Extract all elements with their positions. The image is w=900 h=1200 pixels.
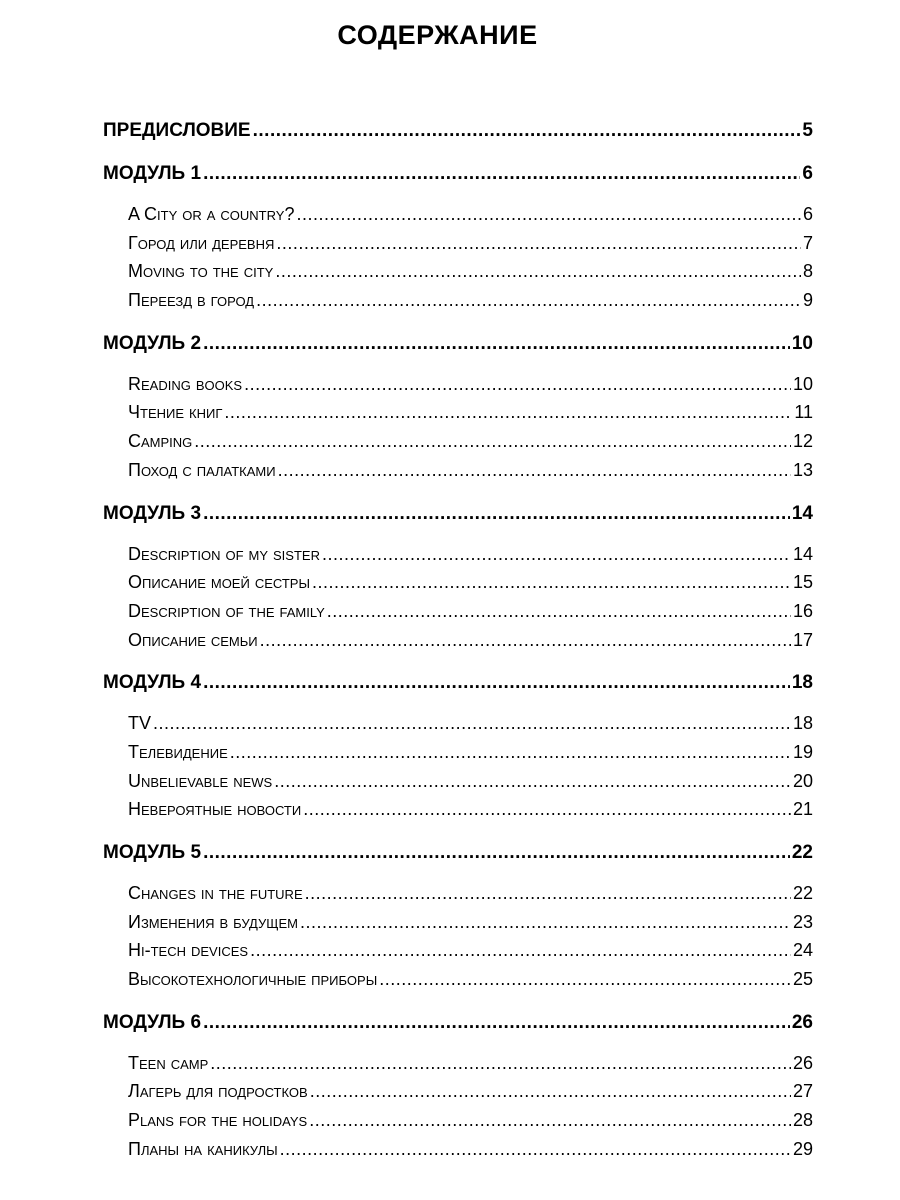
toc-subentry[interactable] (103, 965, 813, 994)
toc-subentry[interactable] (103, 540, 813, 569)
toc-page-number: 21 (792, 799, 813, 820)
toc-entry-label: Hi-tech devices (128, 940, 249, 961)
toc-entry-label: МОДУЛЬ 5 (103, 842, 202, 863)
dot-leader (274, 767, 791, 796)
toc-entry-label: Невероятные новости (128, 799, 302, 820)
module-2-items (103, 370, 813, 485)
toc-subentry[interactable] (103, 427, 813, 456)
toc-page-number: 13 (792, 459, 813, 480)
toc-subentry[interactable] (103, 879, 813, 908)
dot-leader (230, 738, 791, 767)
toc-page-number: 10 (791, 332, 813, 354)
toc-page-number: 26 (792, 1052, 813, 1073)
toc-page-number: 25 (792, 969, 813, 990)
toc-page-number: 18 (792, 713, 813, 734)
toc-subentry[interactable] (103, 597, 813, 626)
toc-subentry[interactable] (103, 626, 813, 655)
toc-subentry[interactable] (103, 1077, 813, 1106)
toc-entry-label: Переезд в город (128, 290, 255, 311)
table-of-contents (103, 116, 813, 1164)
dot-leader (203, 668, 790, 697)
dot-leader (310, 1077, 791, 1106)
toc-page-number: 22 (791, 842, 813, 863)
dot-leader (276, 229, 801, 258)
toc-subentry[interactable] (103, 286, 813, 315)
toc-entry-module-4[interactable] (103, 668, 813, 697)
toc-entry-label: Планы на каникулы (128, 1138, 278, 1159)
toc-entry-module-3[interactable] (103, 499, 813, 528)
dot-leader (250, 936, 791, 965)
toc-page-number: 9 (802, 290, 813, 311)
dot-leader (275, 257, 801, 286)
toc-subentry[interactable] (103, 568, 813, 597)
toc-subentry[interactable] (103, 709, 813, 738)
page-title: СОДЕРЖАНИЕ (337, 20, 538, 50)
dot-leader (153, 709, 791, 738)
toc-page-number: 17 (792, 629, 813, 650)
toc-page-number: 6 (802, 163, 813, 184)
dot-leader (203, 159, 800, 188)
dot-leader (300, 908, 791, 937)
dot-leader (379, 965, 791, 994)
dot-leader (203, 838, 790, 867)
toc-subentry[interactable] (103, 738, 813, 767)
toc-page-number: 5 (802, 120, 813, 141)
dot-leader (322, 540, 791, 569)
toc-entry-label: Описание моей сестры (128, 572, 310, 593)
toc-entry-label: ПРЕДИСЛОВИЕ (103, 120, 251, 141)
toc-entry-label: Телевидение (128, 741, 228, 762)
toc-page-number: 20 (792, 770, 813, 791)
module-6-items (103, 1049, 813, 1164)
toc-subentry[interactable] (103, 1106, 813, 1135)
toc-page-number: 10 (792, 373, 813, 394)
toc-entry-label: МОДУЛЬ 1 (103, 163, 202, 184)
dot-leader (210, 1049, 791, 1078)
toc-subentry[interactable] (103, 795, 813, 824)
toc-entry-label: TV (128, 713, 152, 734)
toc-entry-module-5[interactable] (103, 838, 813, 867)
toc-subentry[interactable] (103, 229, 813, 258)
toc-subentry[interactable] (103, 1135, 813, 1164)
dot-leader (260, 626, 791, 655)
toc-entry-label: Описание семьи (128, 629, 258, 650)
toc-page-number: 18 (791, 672, 813, 694)
toc-entry-label: Unbelievable news (128, 770, 273, 791)
toc-entry-label: МОДУЛЬ 2 (103, 332, 202, 354)
toc-subentry[interactable] (103, 257, 813, 286)
dot-leader (278, 456, 791, 485)
dot-leader (303, 795, 791, 824)
toc-subentry[interactable] (103, 370, 813, 399)
toc-page-number: 26 (791, 1011, 813, 1033)
toc-subentry[interactable] (103, 936, 813, 965)
dot-leader (256, 286, 801, 315)
toc-entry-label: МОДУЛЬ 4 (103, 672, 202, 694)
dot-leader (296, 200, 801, 229)
toc-page-number: 12 (792, 431, 813, 452)
toc-page-number: 15 (792, 572, 813, 593)
toc-entry-preface[interactable] (103, 116, 813, 145)
toc-entry-label: Changes in the future (128, 883, 303, 903)
toc-entry-label: Высокотехнологичные приборы (128, 969, 378, 990)
toc-page-number: 7 (802, 232, 813, 253)
toc-page-number: 8 (802, 261, 813, 282)
toc-subentry[interactable] (103, 1049, 813, 1078)
toc-page-number: 28 (792, 1110, 813, 1131)
toc-page-number: 19 (792, 741, 813, 762)
toc-entry-module-2[interactable] (103, 329, 813, 358)
dot-leader (203, 1008, 790, 1037)
toc-page-number: 29 (792, 1138, 813, 1159)
module-3-items (103, 540, 813, 655)
toc-subentry[interactable] (103, 200, 813, 229)
module-4-items (103, 709, 813, 824)
dot-leader (309, 1106, 791, 1135)
dot-leader (280, 1135, 791, 1164)
toc-entry-label: МОДУЛЬ 3 (103, 502, 202, 524)
toc-entry-label: Чтение книг (128, 402, 223, 423)
dot-leader (327, 597, 791, 626)
toc-entry-label: Camping (128, 431, 193, 452)
toc-entry-label: Поход с палатками (128, 459, 276, 480)
toc-entry-label: Город или деревня (128, 232, 275, 253)
toc-subentry[interactable] (103, 908, 813, 937)
dot-leader (224, 398, 792, 427)
toc-entry-label: Reading books (128, 373, 243, 394)
toc-page-number: 16 (792, 600, 813, 621)
toc-entry-label: Moving to the city (128, 261, 274, 282)
module-5-items (103, 879, 813, 994)
toc-page-number: 22 (792, 883, 813, 903)
toc-page-number: 27 (792, 1081, 813, 1102)
dot-leader (244, 370, 791, 399)
dot-leader (312, 568, 791, 597)
toc-page-number: 24 (792, 940, 813, 961)
toc-entry-label: МОДУЛЬ 6 (103, 1011, 202, 1033)
dot-leader (253, 116, 801, 145)
toc-entry-label: Plans for the holidays (128, 1110, 308, 1131)
toc-page-number: 14 (792, 543, 813, 564)
toc-entry-label: Изменения в будущем (128, 911, 298, 932)
toc-entry-label: Teen camp (128, 1052, 209, 1073)
dot-leader (305, 879, 791, 908)
toc-entry-label: Лагерь для подростков (128, 1081, 308, 1102)
toc-subentry[interactable] (103, 456, 813, 485)
toc-entry-module-1[interactable] (103, 159, 813, 188)
toc-entry-label: Description of my sister (128, 543, 320, 564)
toc-entry-label: A City or a country? (128, 204, 295, 224)
dot-leader (203, 329, 790, 358)
toc-entry-module-6[interactable] (103, 1008, 813, 1037)
toc-subentry[interactable] (103, 767, 813, 796)
toc-page-number: 11 (794, 402, 813, 423)
toc-page-number: 23 (792, 911, 813, 932)
toc-page-number: 6 (802, 204, 813, 224)
dot-leader (194, 427, 791, 456)
module-1-items (103, 200, 813, 315)
toc-page-number: 14 (791, 502, 813, 524)
dot-leader (203, 499, 790, 528)
toc-entry-label: Description of the family (128, 600, 325, 621)
toc-subentry[interactable] (103, 398, 813, 427)
